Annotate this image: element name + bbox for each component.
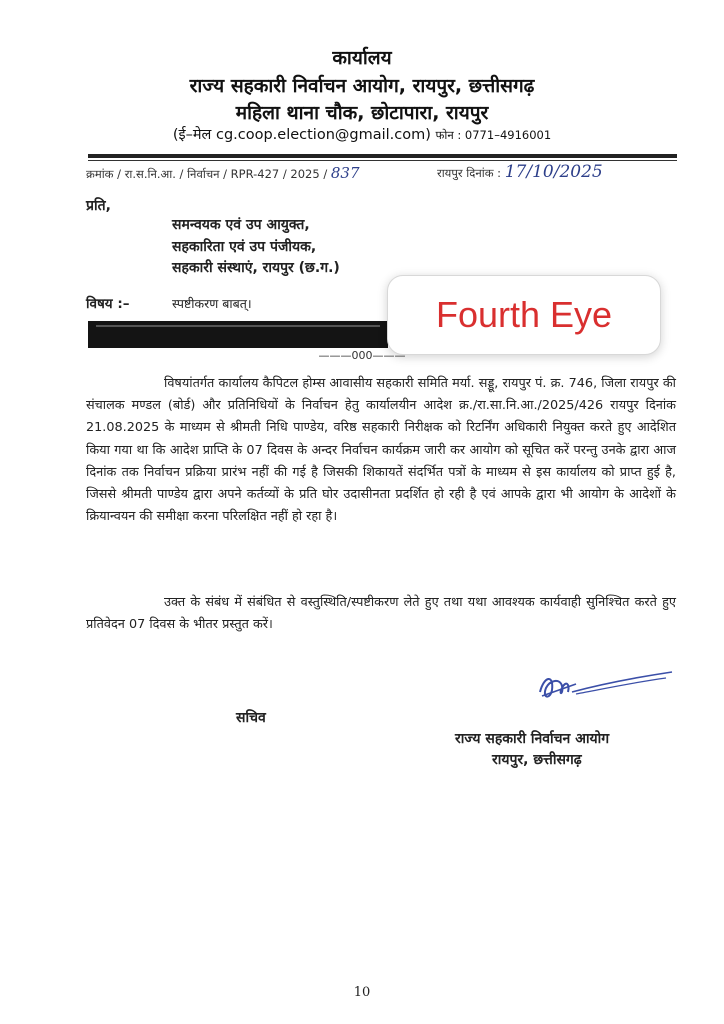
recipient-line: समन्वयक एवं उप आयुक्त,	[172, 217, 310, 233]
contact-line	[0, 124, 724, 144]
reference-date-printed: रायपुर दिनांक :	[437, 166, 502, 180]
signatory-org: राज्य सहकारी निर्वाचन आयोग	[455, 731, 610, 747]
office-address: महिला थाना चौक, छोटापारा, रायपुर	[235, 102, 489, 124]
office-heading: कार्यालय	[332, 47, 392, 69]
recipient-line: सहकारिता एवं उप पंजीयक,	[172, 239, 317, 255]
signatory-place: रायपुर, छत्तीसगढ़	[492, 752, 582, 768]
recipient-label: प्रति,	[86, 198, 111, 214]
signatory-title: सचिव	[236, 710, 266, 726]
reference-number-handwritten: 837	[330, 164, 360, 182]
body-paragraph: उक्त के संबंध में संबंधित से वस्तुस्थिति/स्पष्टीकरण लेते हुए तथा यथा आवश्यक कार्यवाही सुनिश्चित करते हुए प्रतिवेदन 07 दिवस के भीतर प्रस्तुत करें।	[86, 595, 676, 633]
email-text: (ई–मेल cg.coop.election@gmail.com)	[172, 127, 431, 143]
reference-number	[86, 164, 360, 182]
reference-date	[437, 162, 603, 182]
watermark-badge: Fourth Eye	[387, 275, 661, 355]
body-paragraph: विषयांतर्गत कार्यालय कैपिटल होम्स आवासीय सहकारी समिति मर्या. सड्डू, रायपुर पं. क्र. 746, जिला रायपुर की संचालक मण्डल (बोर्ड) और प्रतिनिधियों के निर्वाचन हेतु कार्यालयीन आदेश क्र./रा.सा.नि.आ./2025/426 रायपुर दिनांक 21.08.2025 के माध्यम से श्रीमती निधि पाण्डेय, वरिष्ठ सहकारी निरीक्षक को रिटर्निंग अधिकारी नियुक्त करते हुए आदेशित किया गया था कि आदेश प्राप्ति के 07 दिवस के अन्दर निर्वाचन कार्यक्रम जारी कर आयोग को सूचित करें परन्तु उनके द्वारा आज दिनांक तक निर्वाचन प्रक्रिया प्रारंभ नहीं की गई है जिसकी शिकायतें संदर्भित पत्रों के माध्यम से इस कार्यालय को प्राप्त हुई है, जिससे श्रीमती पाण्डेय द्वारा अपने कर्तव्यों के प्रति घोर उदासीनता प्रदर्शित हो रही है एवं आपके द्वारा भी आयोग के आदेशों के क्रियान्वयन की समीक्षा करना परिलक्षित नहीं हो रहा है।	[86, 376, 676, 525]
section-divider: ———000———	[318, 349, 406, 362]
handwritten-signature	[532, 662, 682, 710]
header-rule-thin	[88, 160, 677, 161]
subject-label: विषय :–	[86, 296, 130, 312]
subject-text: स्पष्टीकरण बाबत्।	[172, 296, 252, 311]
reference-number-printed: क्रमांक / रा.स.नि.आ. / निर्वाचन / RPR-427 / 2025 /	[86, 167, 328, 181]
redaction-stripe	[96, 325, 380, 327]
reference-date-handwritten: 17/10/2025	[504, 162, 603, 182]
commission-name: राज्य सहकारी निर्वाचन आयोग, रायपुर, छत्तीसगढ़	[189, 75, 535, 97]
page-number: 10	[353, 985, 371, 1000]
phone-text: फोन : 0771–4916001	[435, 128, 552, 142]
header-rule-thick	[88, 154, 677, 158]
recipient-line: सहकारी संस्थाएं, रायपुर (छ.ग.)	[172, 260, 340, 276]
